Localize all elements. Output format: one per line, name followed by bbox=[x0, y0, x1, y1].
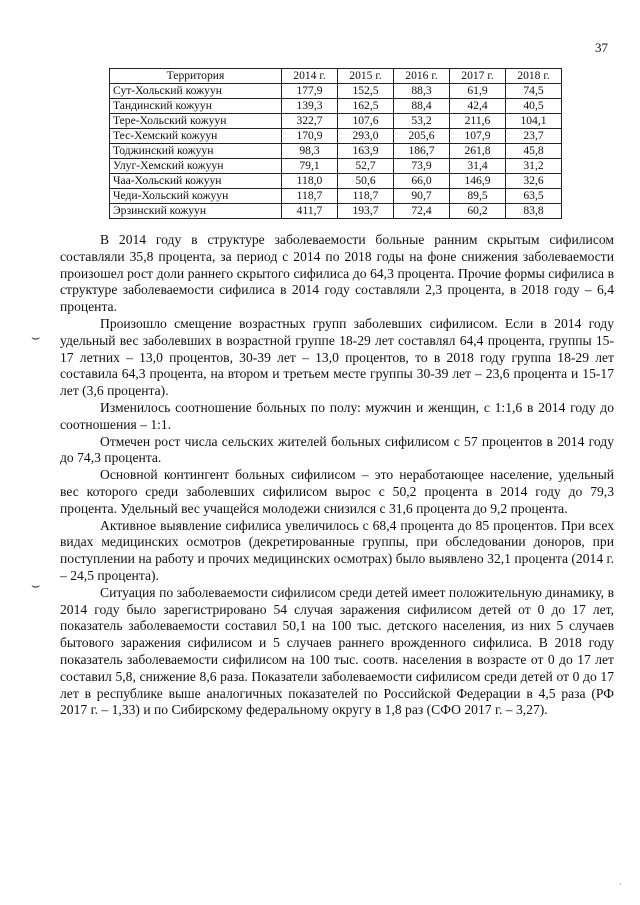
table-row bbox=[110, 159, 562, 174]
paragraph: Произошло смещение возрастных групп заболевших сифилисом. Если в 2014 году удельный вес заболевших в возрастной группе 18-29 лет составлял 64,4 процента, группы 15-17 летних – 13,0 процентов, 30-39 лет – 13,0 процентов, то в 2018 году группа 18-29 лет составила 64,3 процента, на втором и третьем месте группы 30-39 лет – 23,6 процента и 15-17 лет (3,6 процента). bbox=[60, 315, 614, 399]
value-cell: 118,0 bbox=[282, 174, 338, 189]
table-row bbox=[110, 99, 562, 114]
value-cell: 53,2 bbox=[394, 114, 450, 129]
table-row bbox=[110, 84, 562, 99]
value-cell: 40,5 bbox=[506, 99, 562, 114]
margin-check-mark: ⌣ bbox=[31, 578, 41, 594]
territory-cell: Улуг-Хемский кожуун bbox=[110, 159, 282, 174]
table-row bbox=[110, 114, 562, 129]
value-cell: 205,6 bbox=[394, 129, 450, 144]
value-cell: 98,3 bbox=[282, 144, 338, 159]
table-header-row bbox=[110, 69, 562, 84]
table-row bbox=[110, 189, 562, 204]
value-cell: 193,7 bbox=[338, 204, 394, 219]
value-cell: 118,7 bbox=[282, 189, 338, 204]
value-cell: 177,9 bbox=[282, 84, 338, 99]
value-cell: 66,0 bbox=[394, 174, 450, 189]
header-2018: 2018 г. bbox=[506, 69, 562, 84]
paragraph: Активное выявление сифилиса увеличилось с 68,4 процента до 85 процентов. При всех видах медицинских осмотров (декретированные группы, при обследовании доноров, при поступлении на работу и прочих медицинских осмотрах) было выявлено 32,1 процента (2014 г. – 24,5 процента). bbox=[60, 517, 614, 583]
value-cell: 152,5 bbox=[338, 84, 394, 99]
value-cell: 74,5 bbox=[506, 84, 562, 99]
territory-cell: Тандинский кожуун bbox=[110, 99, 282, 114]
table-row bbox=[110, 204, 562, 219]
margin-check-mark: ⌣ bbox=[31, 330, 41, 346]
value-cell: 32,6 bbox=[506, 174, 562, 189]
value-cell: 118,7 bbox=[338, 189, 394, 204]
territory-cell: Чаа-Хольский кожуун bbox=[110, 174, 282, 189]
value-cell: 45,8 bbox=[506, 144, 562, 159]
territory-cell: Тес-Хемский кожуун bbox=[110, 129, 282, 144]
territory-cell: Чеди-Хольский кожуун bbox=[110, 189, 282, 204]
value-cell: 211,6 bbox=[450, 114, 506, 129]
value-cell: 83,8 bbox=[506, 204, 562, 219]
value-cell: 107,6 bbox=[338, 114, 394, 129]
value-cell: 107,9 bbox=[450, 129, 506, 144]
header-2015: 2015 г. bbox=[338, 69, 394, 84]
value-cell: 90,7 bbox=[394, 189, 450, 204]
value-cell: 63,5 bbox=[506, 189, 562, 204]
value-cell: 52,7 bbox=[338, 159, 394, 174]
value-cell: 23,7 bbox=[506, 129, 562, 144]
value-cell: 31,2 bbox=[506, 159, 562, 174]
territory-cell: Сут-Хольский кожуун bbox=[110, 84, 282, 99]
body-text bbox=[60, 232, 614, 719]
header-2016: 2016 г. bbox=[394, 69, 450, 84]
paragraph: Отмечен рост числа сельских жителей больных сифилисом с 57 процентов в 2014 году до 74,3 процента. bbox=[60, 433, 614, 466]
value-cell: 163,9 bbox=[338, 144, 394, 159]
value-cell: 170,9 bbox=[282, 129, 338, 144]
table-row bbox=[110, 144, 562, 159]
value-cell: 50,6 bbox=[338, 174, 394, 189]
value-cell: 61,9 bbox=[450, 84, 506, 99]
value-cell: 73,9 bbox=[394, 159, 450, 174]
value-cell: 79,1 bbox=[282, 159, 338, 174]
paragraph: Изменилось соотношение больных по полу: мужчин и женщин, с 1:1,6 в 2014 году до соотношения – 1:1. bbox=[60, 399, 614, 432]
territory-cell: Тоджинский кожуун bbox=[110, 144, 282, 159]
table-row bbox=[110, 129, 562, 144]
header-territory: Территория bbox=[110, 69, 282, 84]
value-cell: 89,5 bbox=[450, 189, 506, 204]
value-cell: 60,2 bbox=[450, 204, 506, 219]
value-cell: 146,9 bbox=[450, 174, 506, 189]
value-cell: 293,0 bbox=[338, 129, 394, 144]
value-cell: 88,4 bbox=[394, 99, 450, 114]
header-2014: 2014 г. bbox=[282, 69, 338, 84]
value-cell: 31,4 bbox=[450, 159, 506, 174]
value-cell: 322,7 bbox=[282, 114, 338, 129]
paragraph: В 2014 году в структуре заболеваемости больные ранним скрытым сифилисом составляли 35,8 процента, за период с 2014 по 2018 годы на фоне снижения заболеваемости произошел рост доли раннего скрытого сифилиса до 64,3 процента. Прочие формы сифилиса в структуре заболеваемости сифилиса в 2014 году составляли 2,3 процента, в 2018 году – 6,4 процента. bbox=[60, 232, 614, 315]
table-row bbox=[110, 174, 562, 189]
page-number: 37 bbox=[595, 40, 608, 55]
scan-speck: · bbox=[619, 880, 622, 889]
incidence-table bbox=[109, 68, 562, 219]
value-cell: 411,7 bbox=[282, 204, 338, 219]
value-cell: 104,1 bbox=[506, 114, 562, 129]
territory-cell: Тере-Хольский кожуун bbox=[110, 114, 282, 129]
value-cell: 139,3 bbox=[282, 99, 338, 114]
value-cell: 42,4 bbox=[450, 99, 506, 114]
territory-cell: Эрзинский кожуун bbox=[110, 204, 282, 219]
value-cell: 186,7 bbox=[394, 144, 450, 159]
value-cell: 261,8 bbox=[450, 144, 506, 159]
paragraph: Ситуация по заболеваемости сифилисом среди детей имеет положительную динамику, в 2014 году было зарегистрировано 54 случая заражения сифилисом детей от 0 до 17 лет, показатель заболеваемости составил 50,1 на 100 тыс. детского населения, из них 5 случаев бытового заражения сифилисом и 5 случаев раннего врожденного сифилиса. В 2018 году показатель заболеваемости сифилисом на 100 тыс. соотв. населения в возрасте от 0 до 17 лет составил 5,8, снижение 8,6 раза. Показатели заболеваемости сифилисом среди детей от 0 до 17 лет в республике выше аналогичных показателей по Российской Федерации в 4,5 раза (РФ 2017 г. – 1,33) и по Сибирскому федеральному округу в 1,8 раз (СФО 2017 г. – 3,27). bbox=[60, 584, 614, 718]
header-2017: 2017 г. bbox=[450, 69, 506, 84]
value-cell: 72,4 bbox=[394, 204, 450, 219]
paragraph: Основной контингент больных сифилисом – это неработающее население, удельный вес которого среди заболевших сифилисом вырос с 50,2 процента в 2014 году до 79,3 процента. Удельный вес учащейся молодежи снизился с 31,6 процента до 9,2 процента. bbox=[60, 467, 614, 516]
value-cell: 162,5 bbox=[338, 99, 394, 114]
value-cell: 88,3 bbox=[394, 84, 450, 99]
